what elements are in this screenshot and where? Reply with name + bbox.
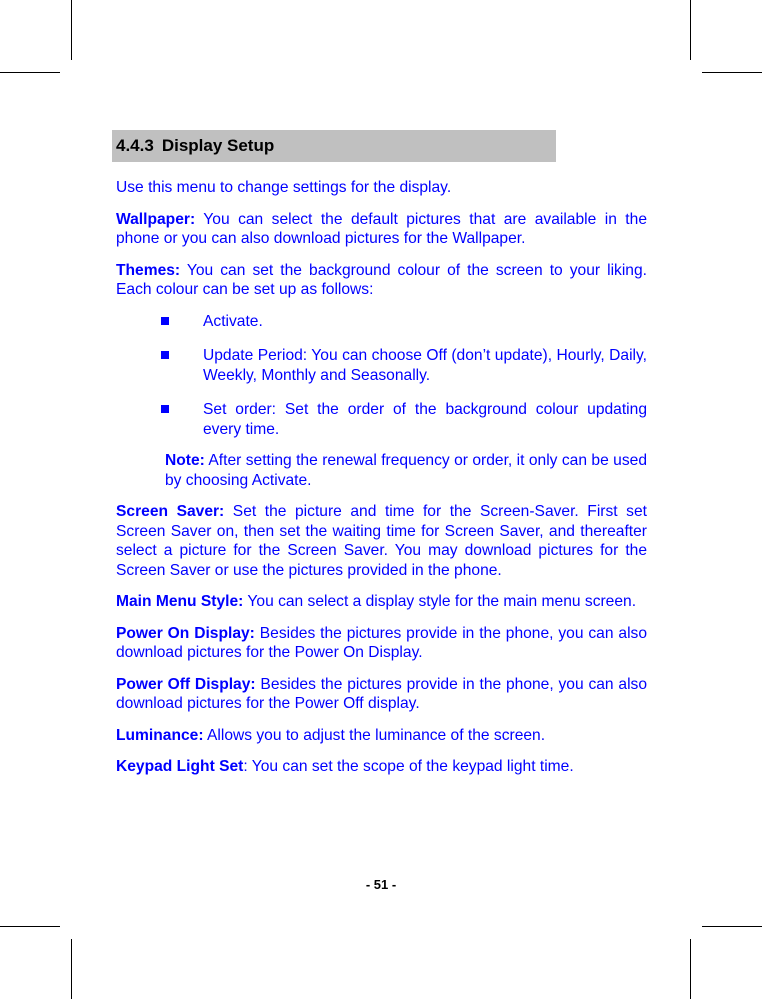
power-off-text: Besides the pictures provide in the phone, you can also download pictures for the Power Off display.	[116, 675, 648, 712]
themes-text: You can set the background colour of the screen to your liking. Each colour can be set up as follows:	[116, 261, 647, 298]
keypad-light-paragraph	[116, 757, 647, 777]
power-off-paragraph	[116, 675, 647, 714]
note-label: Note:	[165, 452, 205, 469]
power-on-label: Power On Display:	[116, 624, 255, 642]
note-paragraph	[116, 451, 647, 490]
crop-mark-bottom-left-vertical	[71, 939, 72, 999]
main-menu-style-paragraph	[116, 592, 647, 612]
crop-mark-bottom-right-horizontal	[702, 926, 762, 927]
bullet-square-icon	[161, 317, 169, 325]
crop-mark-top-right-vertical	[690, 0, 691, 60]
bullet-square-icon	[161, 405, 169, 413]
crop-mark-top-left-horizontal	[0, 72, 60, 73]
luminance-text: Allows you to adjust the luminance of the screen.	[203, 726, 546, 744]
page-number: - 51 -	[365, 877, 397, 892]
luminance-label: Luminance:	[116, 726, 204, 744]
note-text: After setting the renewal frequency or order, it only can be used by choosing Activate.	[165, 452, 647, 489]
power-on-text: Besides the pictures provide in the phone, you can also download pictures for the Power On Display.	[116, 624, 648, 661]
intro-paragraph: Use this menu to change settings for the display.	[116, 179, 452, 196]
themes-label: Themes:	[116, 261, 181, 279]
crop-mark-bottom-right-vertical	[690, 939, 691, 999]
wallpaper-label: Wallpaper:	[116, 210, 196, 228]
main-menu-style-text: You can select a display style for the main menu screen.	[243, 593, 637, 610]
power-on-paragraph	[116, 624, 647, 663]
screen-saver-label: Screen Saver:	[116, 503, 225, 520]
bullet-text: Activate.	[203, 312, 263, 330]
themes-bullet-list	[116, 312, 647, 440]
screen-saver-paragraph	[116, 502, 647, 580]
keypad-light-label: Keypad Light Set	[116, 758, 244, 775]
list-item	[116, 400, 647, 439]
luminance-paragraph	[116, 726, 647, 746]
crop-mark-top-right-horizontal	[702, 72, 762, 73]
page-content	[116, 178, 647, 789]
bullet-text: Update Period: You can choose Off (don’t update), Hourly, Daily, Weekly, Monthly and Seasonally.	[203, 347, 647, 384]
power-off-label: Power Off Display:	[116, 675, 256, 693]
wallpaper-paragraph	[116, 210, 647, 249]
list-item	[116, 346, 647, 385]
themes-paragraph	[116, 261, 647, 300]
screen-saver-text: Set the picture and time for the Screen-Saver. First set Screen Saver on, then set the waiting time for Screen Saver, and thereafter select a picture for the Screen Saver. You may download pictures for the Screen Saver or use the pictures provided in the phone.	[116, 503, 647, 579]
crop-mark-bottom-left-horizontal	[0, 926, 60, 927]
bullet-square-icon	[161, 351, 169, 359]
section-header	[112, 130, 556, 162]
section-number: 4.4.3	[116, 136, 154, 155]
list-item	[116, 312, 647, 332]
main-menu-style-label: Main Menu Style:	[116, 593, 244, 610]
section-title: Display Setup	[161, 136, 275, 155]
bullet-text: Set order: Set the order of the background colour updating every time.	[203, 401, 647, 438]
wallpaper-text: You can select the default pictures that are available in the phone or you can also download pictures for the Wallpaper.	[116, 210, 647, 247]
crop-mark-top-left-vertical	[71, 0, 72, 60]
keypad-light-text: : You can set the scope of the keypad light time.	[243, 758, 574, 775]
